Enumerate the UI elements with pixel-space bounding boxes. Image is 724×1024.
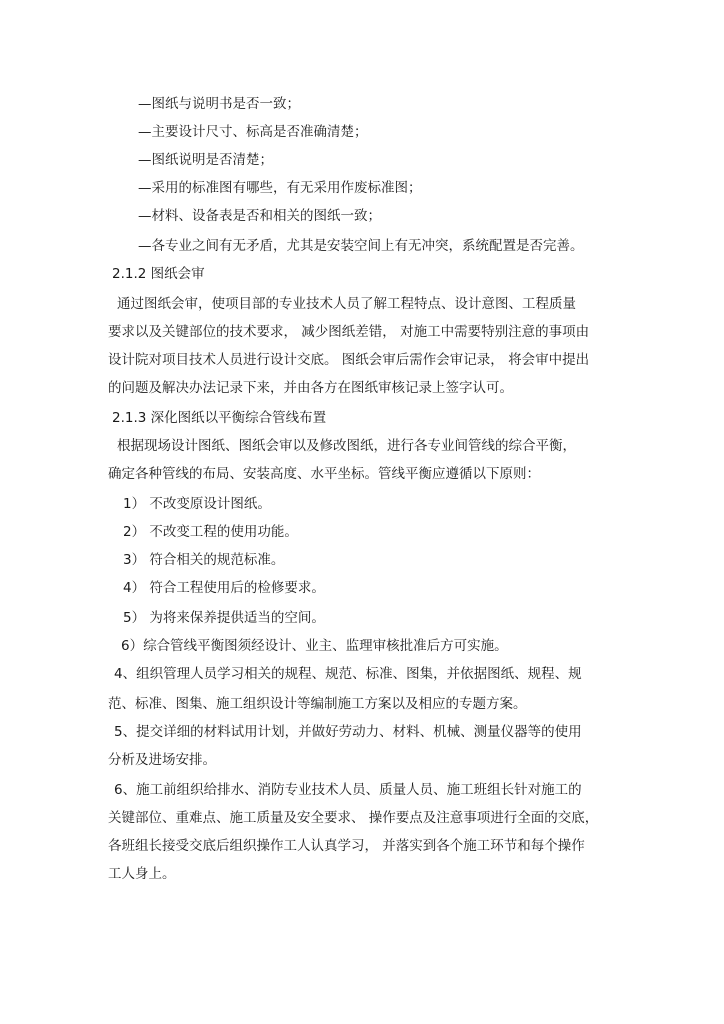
paragraph-line: 通过图纸会审，使项目部的专业技术人员了解工程特点、设计意图、工程质量	[117, 296, 576, 312]
principle-item: 3） 符合相关的规范标准。	[123, 552, 285, 568]
check-item: —主要设计尺寸、标高是否准确清楚；	[138, 124, 368, 140]
item-6-line: 6、施工前组织给排水、消防专业技术人员、质量人员、施工班组长针对施工的	[114, 782, 582, 798]
paragraph-line: 的问题及解决办法记录下来，并由各方在图纸审核记录上签字认可。	[108, 380, 513, 396]
item-5-line: 5、提交详细的材料试用计划，并做好劳动力、材料、机械、测量仪器等的使用	[114, 724, 582, 740]
section-heading-2-1-3: 2.1.3 深化图纸以平衡综合管线布置	[112, 410, 327, 426]
check-item: —图纸说明是否清楚；	[138, 152, 273, 168]
paragraph-line: 要求以及关键部位的技术要求， 减少图纸差错， 对施工中需要特别注意的事项由	[108, 324, 590, 340]
check-item: —图纸与说明书是否一致；	[138, 96, 300, 112]
item-6-line: 关键部位、重难点、施工质量及安全要求、 操作要点及注意事项进行全面的交底，	[108, 810, 599, 826]
check-item: —材料、设备表是否和相关的图纸一致；	[138, 208, 381, 224]
item-5-line: 分析及进场安排。	[108, 752, 216, 768]
principle-item: 5） 为将来保养提供适当的空间。	[123, 610, 325, 626]
principle-item: 1） 不改变原设计图纸。	[123, 496, 271, 512]
item-6-line: 各班组长接受交底后组织操作工人认真学习， 并落实到各个施工环节和每个操作	[108, 838, 585, 854]
item-6-line: 工人身上。	[108, 866, 176, 882]
paragraph-line: 根据现场设计图纸、图纸会审以及修改图纸，进行各专业间管线的综合平衡，	[117, 438, 576, 454]
item-4-line: 范、标准、图集、施工组织设计等编制施工方案以及相应的专题方案。	[108, 696, 527, 712]
principle-item: 4） 符合工程使用后的检修要求。	[123, 580, 325, 596]
check-item: —各专业之间有无矛盾，尤其是安装空间上有无冲突，系统配置是否完善。	[138, 238, 584, 254]
principle-item: 6）综合管线平衡图须经设计、业主、监理审核批准后方可实施。	[121, 638, 508, 654]
principle-item: 2） 不改变工程的使用功能。	[123, 524, 298, 540]
section-heading-2-1-2: 2.1.2 图纸会审	[112, 266, 205, 282]
paragraph-line: 确定各种管线的布局、安装高度、水平坐标。管线平衡应遵循以下原则：	[108, 466, 540, 482]
check-item: —采用的标准图有哪些，有无采用作废标准图；	[138, 180, 422, 196]
paragraph-line: 设计院对项目技术人员进行设计交底。 图纸会审后需作会审记录， 将会审中提出	[108, 352, 590, 368]
item-4-line: 4、组织管理人员学习相关的规程、规范、标准、图集，并依据图纸、规程、规	[114, 666, 582, 682]
